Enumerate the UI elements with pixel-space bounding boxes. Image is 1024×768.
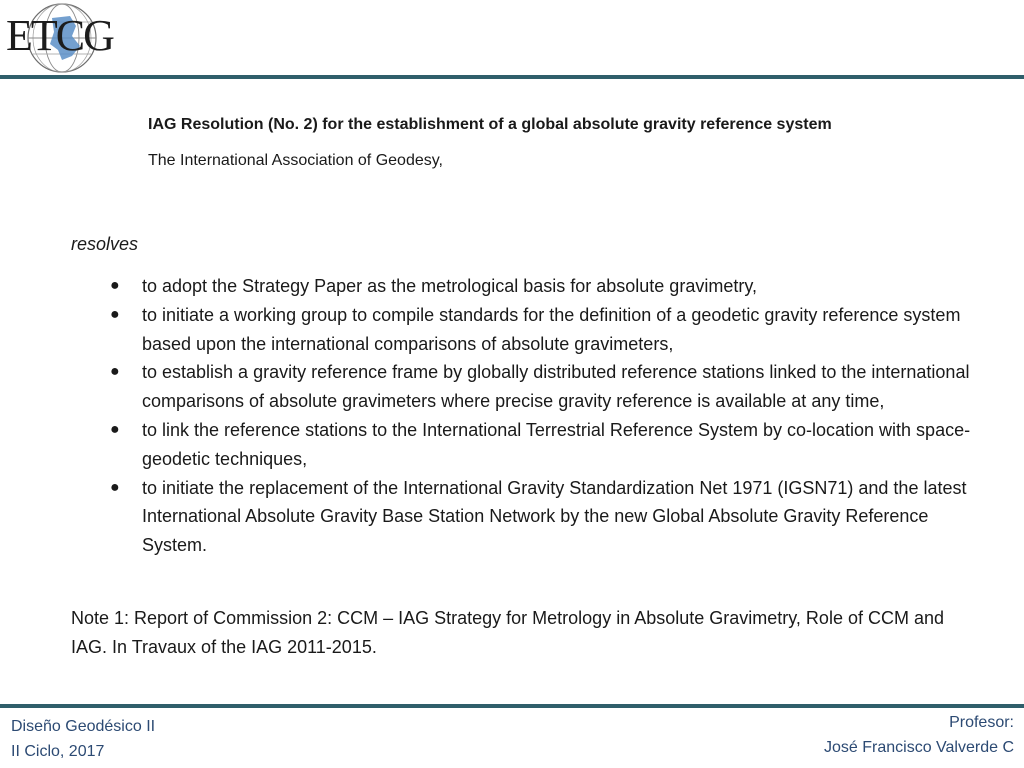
- footer-divider: [0, 704, 1024, 708]
- resolves-label: resolves: [71, 234, 139, 254]
- logo-text: ETCG: [6, 11, 113, 60]
- bullet-icon: ●: [110, 305, 120, 323]
- bullet-icon: ●: [110, 420, 120, 438]
- resolution-bullet-list: [108, 272, 988, 560]
- course-name: Diseño Geodésico II: [11, 718, 156, 735]
- bullet-text: to establish a gravity reference frame by globally distributed reference stations linked to the international comparisons of absolute gravimeters where precise gravity reference is available at any time,: [142, 362, 970, 412]
- professor-label: Profesor:: [949, 714, 1014, 731]
- list-item: [108, 416, 988, 474]
- bullet-text: to link the reference stations to the International Terrestrial Reference System by co-location with space-geodetic techniques,: [142, 419, 971, 469]
- bullet-icon: ●: [110, 363, 120, 381]
- bullet-text: to initiate a working group to compile standards for the definition of a geodetic gravity reference system based upon the international comparisons of absolute gravimeters,: [142, 304, 961, 354]
- list-item: [108, 474, 988, 560]
- footnote: Note 1: Report of Commission 2: CCM – IAG Strategy for Metrology in Absolute Gravimetry, Role of CCM and IAG. In Travaux of the IAG 2011-2015.: [71, 608, 944, 657]
- course-term: II Ciclo, 2017: [11, 743, 105, 760]
- bullet-text: to adopt the Strategy Paper as the metrological basis for absolute gravimetry,: [142, 276, 757, 296]
- bullet-icon: ●: [110, 277, 120, 294]
- etcg-logo: [0, 0, 130, 76]
- bullet-icon: ●: [110, 478, 120, 496]
- bullet-text: to initiate the replacement of the International Gravity Standardization Net 1971 (IGSN71) and the latest International Absolute Gravity Base Station Network by the new Global Absolute Gravity Reference System.: [142, 477, 967, 556]
- professor-info: [824, 710, 1014, 760]
- list-item: [108, 301, 988, 359]
- course-info: [11, 714, 155, 764]
- professor-name: José Francisco Valverde C: [824, 739, 1014, 756]
- resolution-subtitle: The International Association of Geodesy,: [148, 152, 443, 169]
- list-item: [108, 272, 988, 301]
- list-item: [108, 358, 988, 416]
- resolution-title: IAG Resolution (No. 2) for the establishment of a global absolute gravity reference system: [148, 116, 832, 133]
- header-divider: [0, 75, 1024, 79]
